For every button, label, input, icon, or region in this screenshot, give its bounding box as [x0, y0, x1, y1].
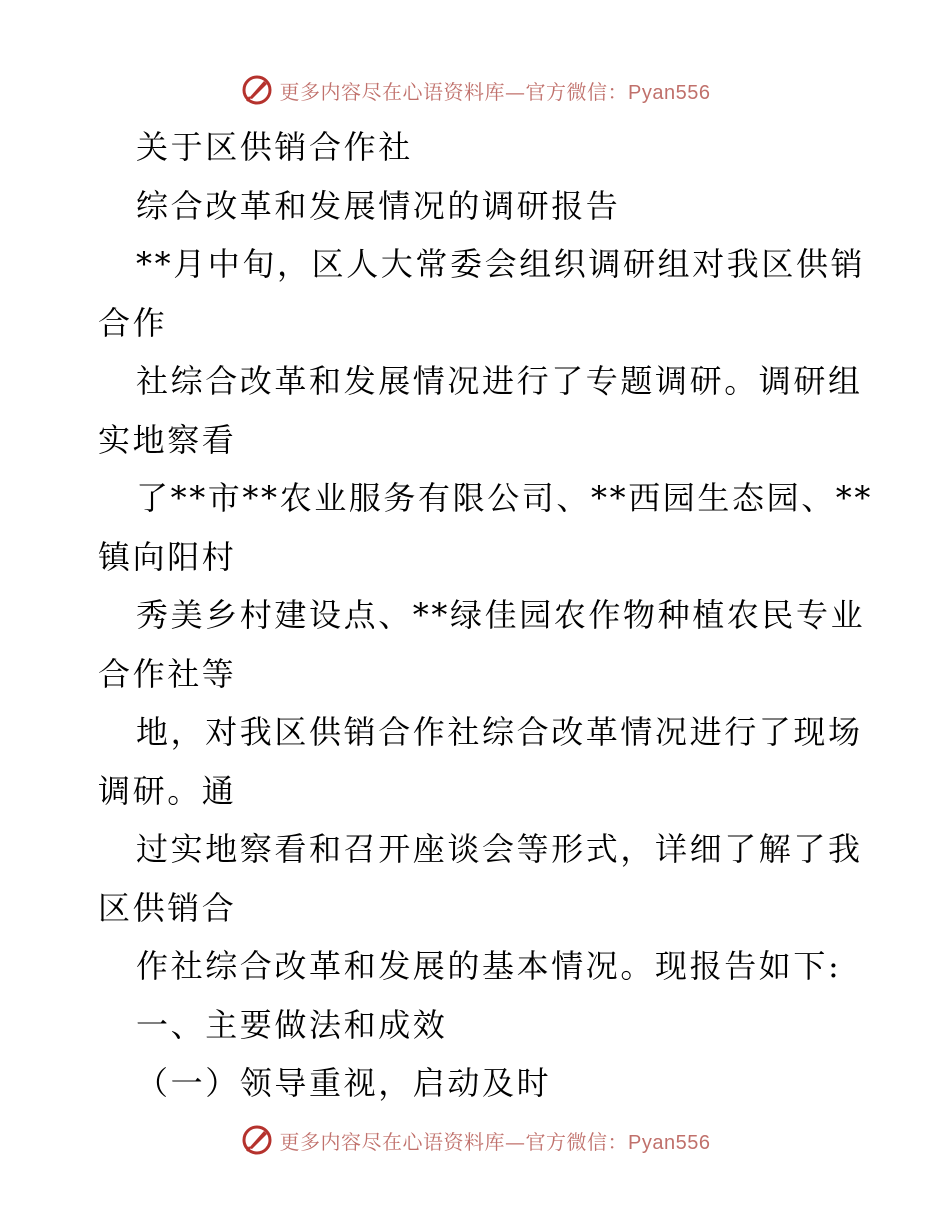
paragraph-line: 秀美乡村建设点、**绿佳园农作物种植农民专业 [136, 596, 866, 634]
paragraph-line: 关于区供销合作社 [136, 128, 413, 166]
paragraph-line: **月中旬，区人大常委会组织调研组对我区供销 [136, 245, 866, 283]
paragraph-line: 镇向阳村 [98, 537, 237, 576]
paragraph-line: 实地察看 [98, 420, 237, 459]
paragraph-line: 过实地察看和召开座谈会等形式，详细了解了我 [136, 830, 863, 868]
watermark-text: 更多内容尽在心语资料库—官方微信：Pyan556 [279, 79, 711, 104]
paragraph-line: （一）领导重视，启动及时 [136, 1064, 552, 1102]
document-body [98, 118, 874, 1113]
watermark-text: 更多内容尽在心语资料库—官方微信：Pyan556 [279, 1129, 711, 1154]
watermark-handle: Pyan556 [628, 81, 711, 104]
paragraph-line: 合作社等 [98, 654, 237, 693]
feather-pen-logo-icon [240, 1123, 274, 1157]
paragraph-line: 合作 [98, 303, 168, 342]
paragraph-line: 社综合改革和发展情况进行了专题调研。调研组 [136, 362, 863, 400]
paragraph-line: 地，对我区供销合作社综合改革情况进行了现场 [136, 713, 863, 751]
paragraph-line: 区供销合 [98, 888, 237, 927]
paragraph-line: 一、主要做法和成效 [136, 1005, 448, 1044]
feather-pen-logo-icon [240, 73, 274, 107]
footer-watermark [0, 1120, 950, 1160]
paragraph-line: 调研。通 [98, 771, 237, 810]
header-watermark [0, 70, 950, 110]
paragraph-line: 作社综合改革和发展的基本情况。现报告如下: [136, 947, 842, 985]
watermark-handle: Pyan556 [628, 1131, 711, 1154]
paragraph-line: 了**市**农业服务有限公司、**西园生态园、** [136, 479, 874, 517]
paragraph-line: 综合改革和发展情况的调研报告 [136, 186, 621, 225]
